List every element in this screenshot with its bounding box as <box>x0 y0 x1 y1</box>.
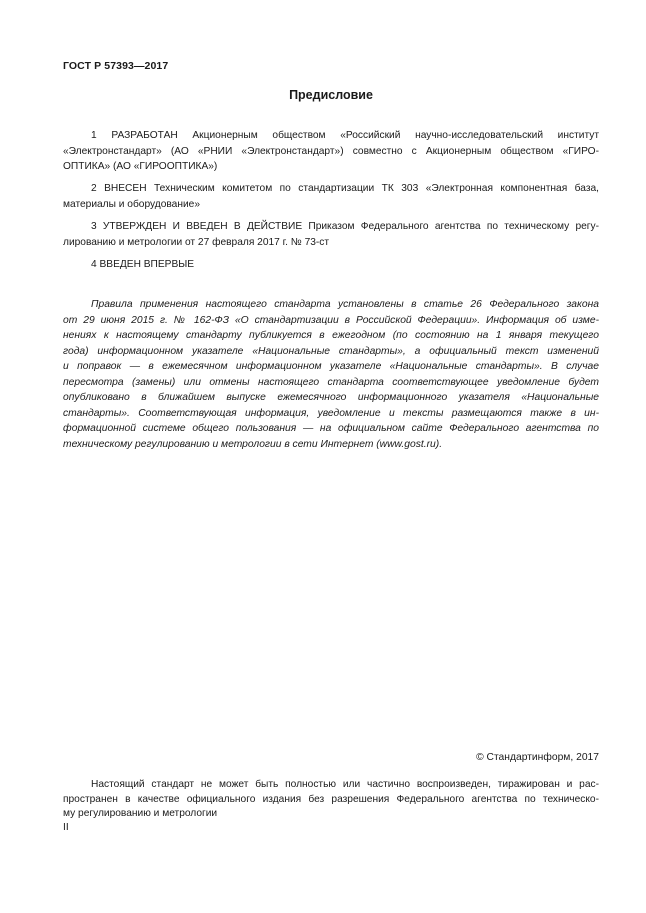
footer-line: Настоящий стандарт не может быть полностью или частично воспроизведен, тиражирован и рас- <box>91 779 599 790</box>
paragraph-line: 4 ВВЕДЕН ВПЕРВЫЕ <box>91 259 195 270</box>
footer-line: му регулированию и метрологии <box>63 808 218 819</box>
notice-line: опубликовано в ближайшем выпуске ежемесячного информационного указателя «Национальные <box>63 392 599 403</box>
paragraph-line: ОПТИКА» (АО «ГИРООПТИКА») <box>63 161 218 172</box>
paragraph-approved <box>63 219 599 250</box>
paragraph-line: 3 УТВЕРЖДЕН И ВВЕДЕН В ДЕЙСТВИЕ Приказом Федерального агентства по техническому регу- <box>91 221 599 232</box>
reproduction-restriction-note <box>63 778 599 822</box>
page-number: II <box>63 822 69 833</box>
page-title: Предисловие <box>289 88 373 102</box>
paragraph-line: 2 ВНЕСЕН Техническим комитетом по стандартизации ТК 303 «Электронная компонентная база, <box>91 183 599 194</box>
footer-line: пространен в качестве официального издания без разрешения Федерального агентства по техническо- <box>63 793 599 805</box>
paragraph-first-introduced <box>63 257 599 273</box>
standard-code: ГОСТ Р 57393—2017 <box>63 60 169 72</box>
notice-line: стандарты». Соответствующая информация, уведомление и тексты размещаются также в ин- <box>63 407 599 419</box>
paragraph-line: лированию и метрологии от 27 февраля 2017 г. № 73-ст <box>63 236 330 248</box>
paragraph-introduced-by <box>63 181 599 212</box>
notice-line: от 29 июня 2015 г. № 162-ФЗ «О стандартизации в Российской Федерации». Информация об изме- <box>63 314 599 326</box>
copyright-notice: © Стандартинформ, 2017 <box>476 752 599 763</box>
notice-line: формационной системе общего пользования — на официальном сайте Федерального агентства по <box>63 423 599 434</box>
paragraph-line: 1 РАЗРАБОТАН Акционерным обществом «Российский научно-исследовательский институт <box>91 130 599 141</box>
application-rules-notice <box>63 297 599 452</box>
notice-line: пересмотра (замены) или отмены настоящего стандарта соответствующее уведомление будет <box>63 376 599 388</box>
notice-line: Правила применения настоящего стандарта установлены в статье 26 Федерального закона <box>91 299 599 310</box>
paragraph-line: «Электронстандарт» (АО «РНИИ «Электронстандарт») совместно с Акционерным обществом «ГИРО- <box>63 145 599 157</box>
notice-line: года) информационном указателе «Национальные стандарты», а официальный текст изменений <box>63 345 599 357</box>
notice-line: техническому регулированию и метрологии в сети Интернет (www.gost.ru). <box>63 438 443 450</box>
notice-line: и поправок — в ежемесячном информационном указателе «Национальные стандарты». В случае <box>63 361 599 372</box>
paragraph-line: материалы и оборудование» <box>63 198 200 210</box>
notice-line: нениях к настоящему стандарту публикуется в ежегодном (по состоянию на 1 января текущего <box>63 330 599 341</box>
paragraph-developed-by <box>63 128 599 175</box>
